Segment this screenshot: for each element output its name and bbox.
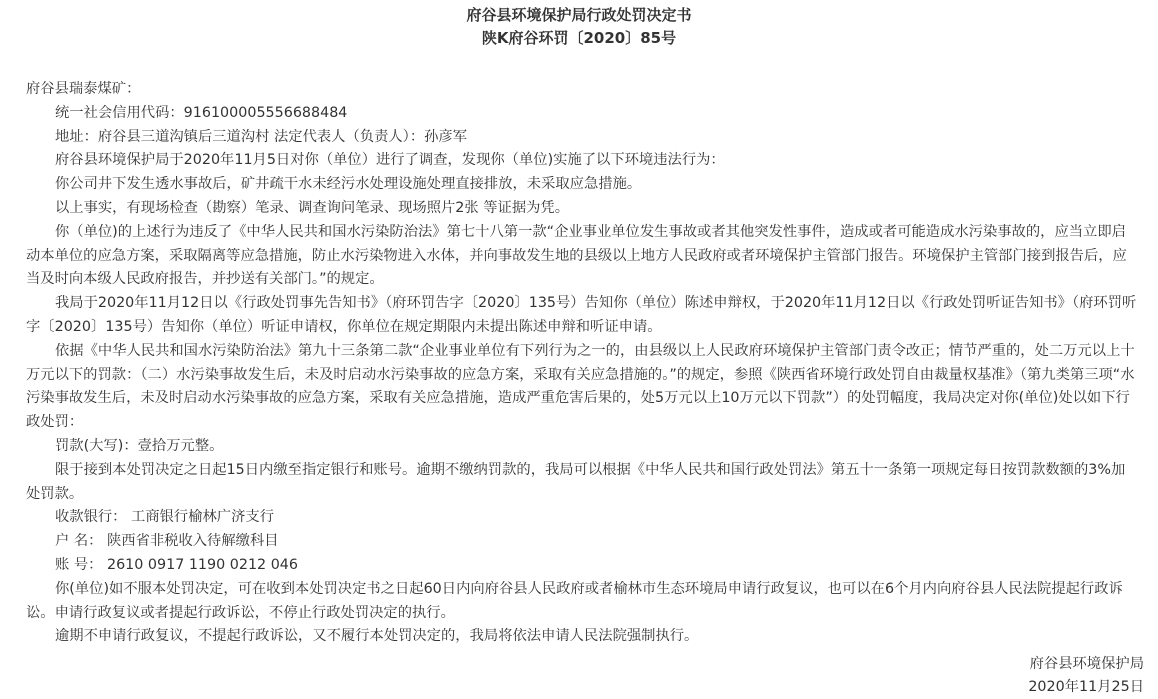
address-line: 地址：府谷县三道沟镇后三道沟村 法定代表人（负责人）：孙彦军 [55, 128, 468, 145]
issue-date: 2020年11月25日 [1028, 679, 1144, 695]
notification-paragraph: 我局于2020年11月12日以《行政处罚事先告知书》（府环罚告字〔2020〕135号）告知你（单位）陈述申辩权，于2020年11月12日以《行政处罚听证告知书》（府环罚听字〔2020〕135号）告知你（单位）听证申请权，你单位在规定期限内未提出陈述申辩和听证申请。 [26, 295, 1137, 335]
addressee: 府谷县瑞泰煤矿： [26, 81, 141, 97]
document-title: 府谷县环境保护局行政处罚决定书 [466, 6, 692, 24]
issuer-signature: 府谷县环境保护局 [1029, 656, 1144, 672]
legal-basis-paragraph: 依据《中华人民共和国水污染防治法》第九十三条第二款“企业事业单位有下列行为之一的，由县级以上人民政府环境保护主管部门责令改正；情节严重的，处二万元以上十万元以下的罚款：（二）水污染事故发生后，未及时启动水污染事故的应急方案，采取有关应急措施的。”的规定，参照《陕西省环境行政处罚自由裁量权基准》（第九类第三项“水污染事故发生后，未及时启动水污染事故的应急方案，采取有关应急措施，造成严重危害后果的，处5万元以上10万元以下罚款”）的处罚幅度，我局决定对你(单位)处以如下行政处罚： [26, 342, 1135, 431]
enforcement-paragraph: 逾期不申请行政复议，不提起行政诉讼，又不履行本处罚决定的，我局将依法申请人民法院强制执行。 [55, 628, 699, 645]
evidence-paragraph: 以上事实，有现场检查（勘察）笔录、调查询问笔录、现场照片2张 等证据为凭。 [55, 199, 570, 216]
bank-name: 收款银行： 工商银行榆林广济支行 [55, 509, 274, 526]
law-violated-paragraph: 你（单位)的上述行为违反了《中华人民共和国水污染防治法》第七十八第一款“企业事业单位发生事故或者其他突发性事件，造成或者可能造成水污染事故的，应当立即启动本单位的应急方案，采取隔离等应急措施，防止水污染物进入水体，并向事故发生地的县级以上地方人民政府或者环境保护主管部门报告。环境保护主管部门接到报告后，应当及时向本级人民政府报告，并抄送有关部门。”的规定。 [26, 223, 1127, 288]
document-body [26, 78, 1138, 649]
payment-deadline-paragraph: 限于接到本处罚决定之日起15日内缴至指定银行和账号。逾期不缴纳罚款的，我局可以根据《中华人民共和国行政处罚法》第五十一条第一项规定每日按罚款数额的3%加处罚款。 [26, 461, 1126, 502]
account-name: 户 名： 陕西省非税收入待解缴科目 [55, 533, 279, 550]
account-number: 账 号： 2610 0917 1190 0212 046 [55, 556, 298, 573]
document-number: 陕K府谷环罚〔2020〕85号 [481, 29, 677, 47]
fine-amount: 罚款(大写)：壹拾万元整。 [55, 437, 224, 454]
credit-code: 统一社会信用代码：916100005556688484 [55, 104, 348, 121]
investigation-paragraph: 府谷县环境保护局于2020年11月5日对你（单位）进行了调查，发现你（单位)实施了以下环境违法行为： [55, 152, 725, 169]
violation-fact: 你公司井下发生透水事故后，矿井疏干水未经污水处理设施处理直接排放，未采取应急措施。 [55, 176, 642, 193]
appeal-rights-paragraph: 你(单位)如不服本处罚决定，可在收到本处罚决定书之日起60日内向府谷县人民政府或者榆林市生态环境局申请行政复议，也可以在6个月内向府谷县人民法院提起行政诉讼。申请行政复议或者提起行政诉讼，不停止行政处罚决定的执行。 [26, 580, 1123, 621]
